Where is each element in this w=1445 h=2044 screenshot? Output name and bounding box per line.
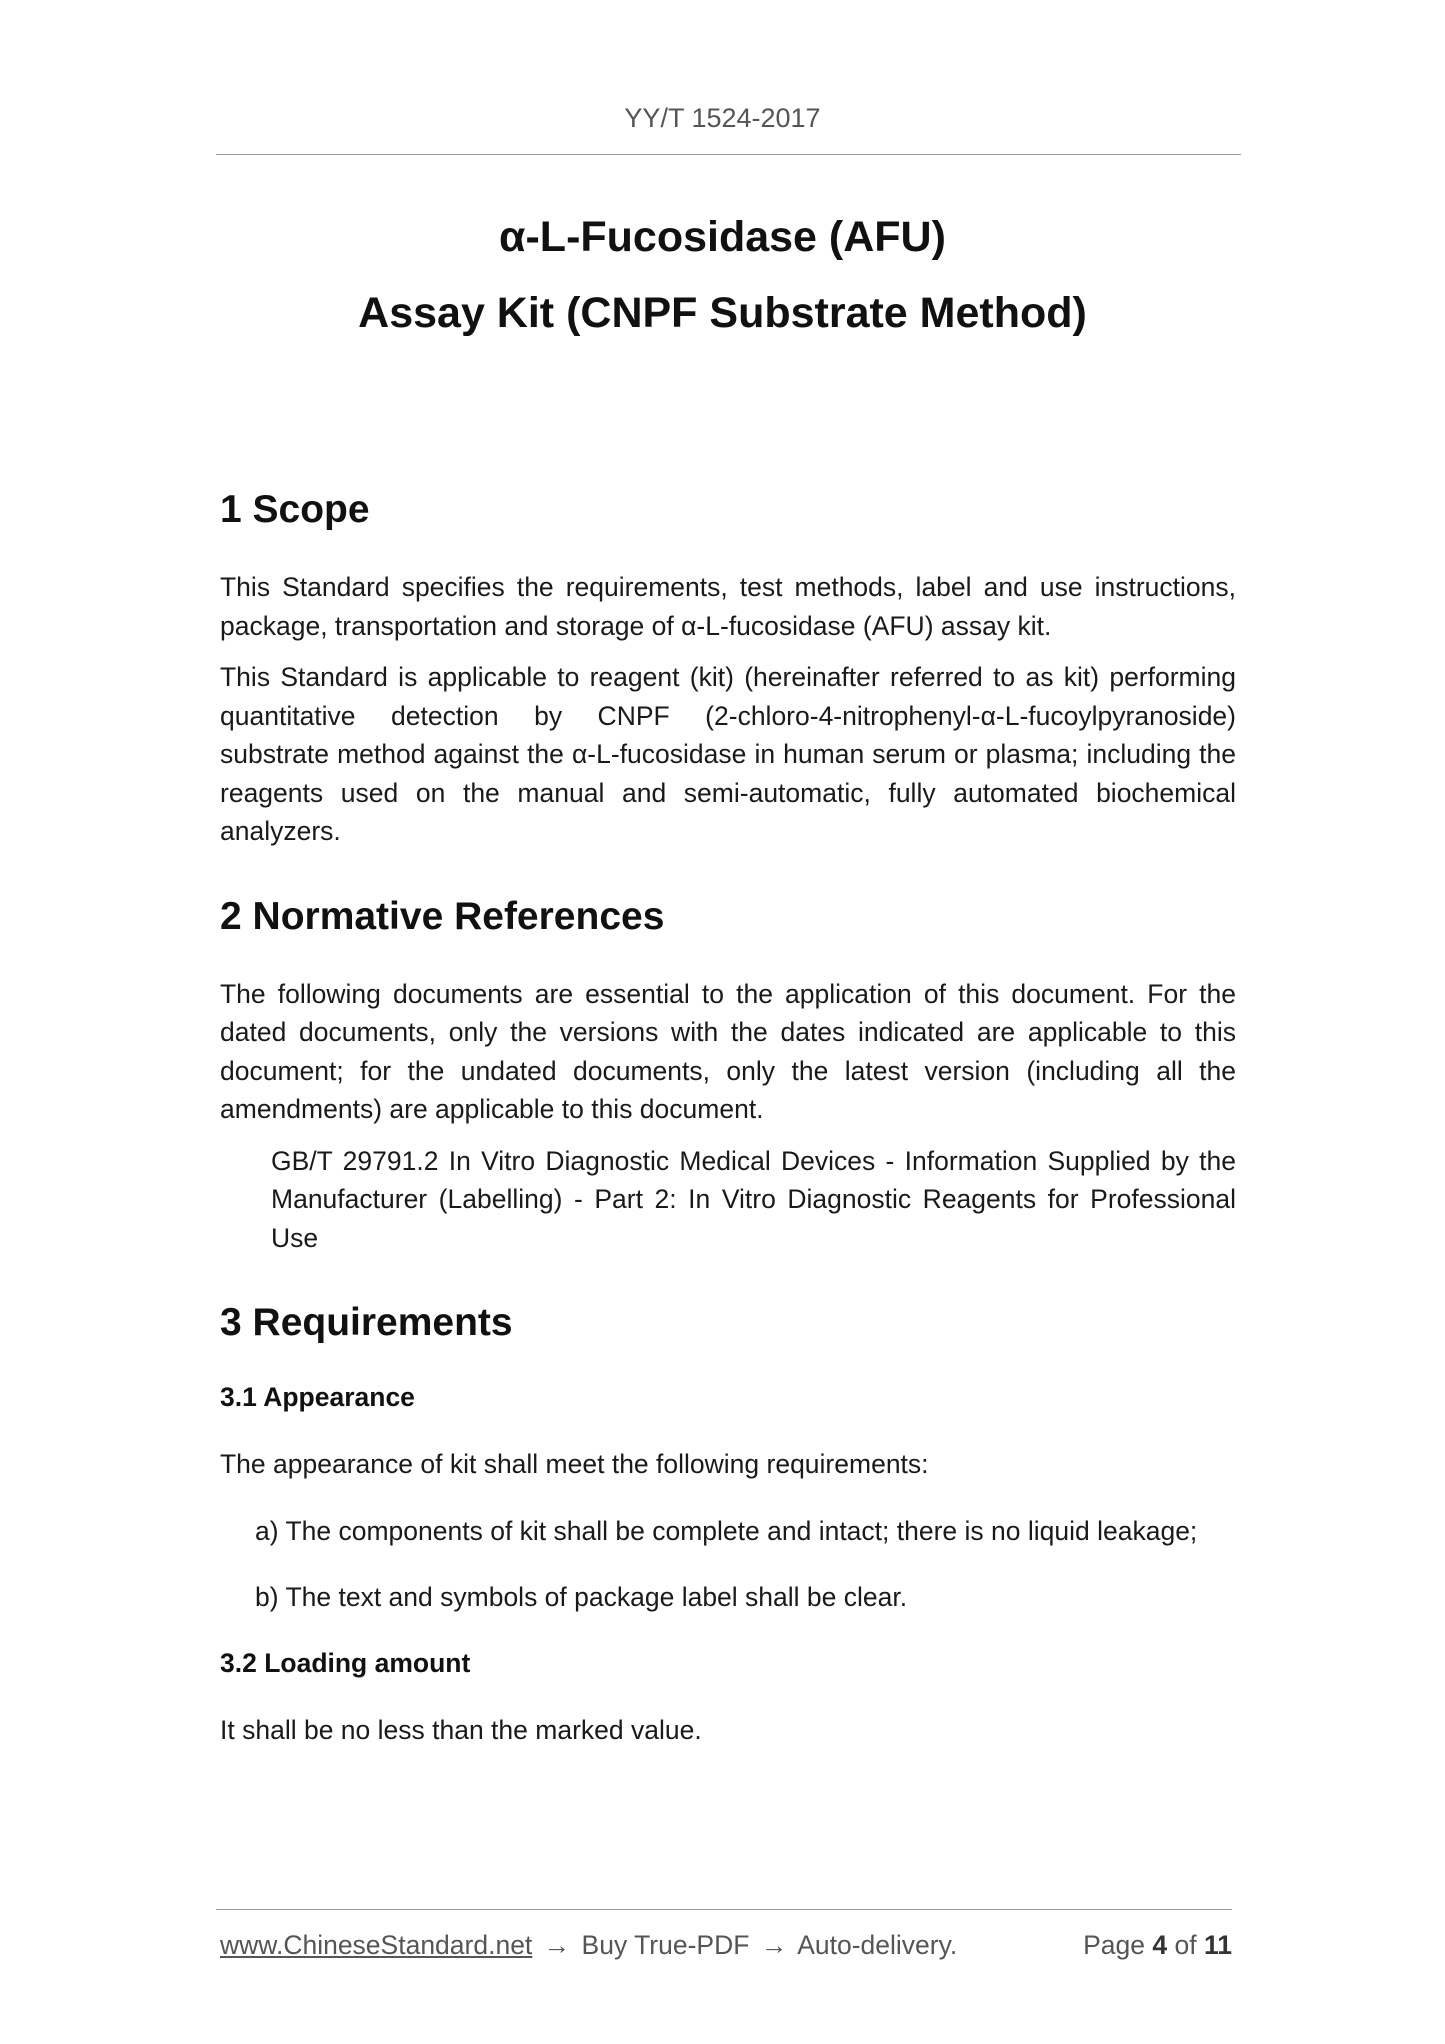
- reference-item: GB/T 29791.2 In Vitro Diagnostic Medical Devices - Information Supplied by the Manufacturer (Labelling) - Part 2: In Vitro Diagnostic Reagents for Professional Use: [271, 1145, 1236, 1253]
- loading-amount-text: It shall be no less than the marked value.: [220, 1714, 702, 1745]
- appearance-intro: The appearance of kit shall meet the following requirements:: [220, 1449, 929, 1479]
- arrow-right-icon: →: [760, 1930, 788, 1960]
- requirement-item-a: a) The components of kit shall be complete and intact; there is no liquid leakage;: [255, 1515, 1198, 1546]
- header-divider: [216, 154, 1241, 155]
- page-total: 11: [1203, 1930, 1232, 1960]
- document-title-line-2: Assay Kit (CNPF Substrate Method): [358, 289, 1087, 337]
- document-body: [220, 486, 1236, 1749]
- document-title-line-1: α-L-Fucosidase (AFU): [499, 213, 946, 261]
- page-indicator: [1083, 1927, 1232, 1963]
- section-heading-requirements: 3 Requirements: [220, 1301, 513, 1344]
- subsection-heading-loading-amount: 3.2 Loading amount: [220, 1647, 471, 1678]
- scope-paragraph-2: This Standard is applicable to reagent (kit) (hereinafter referred to as kit) performing quantitative detection by CNPF (2-chloro-4-nitrophenyl-α-L-fucoylpyranoside) substrate method against the α-L-fucosidase in human serum or plasma; including the reagents used on the manual and semi-automatic, fully automated biochemical analyzers.: [220, 662, 1236, 846]
- arrow-right-icon: →: [543, 1930, 571, 1960]
- standard-code: YY/T 1524-2017: [624, 103, 821, 133]
- page-of-label: of: [1174, 1930, 1197, 1960]
- page-label: Page: [1083, 1930, 1145, 1960]
- scope-paragraph-1: This Standard specifies the requirements, test methods, label and use instructions, package, transportation and storage of α-L-fucosidase (AFU) assay kit.: [220, 572, 1236, 641]
- page-current: 4: [1152, 1930, 1168, 1960]
- references-paragraph: The following documents are essential to the application of this document. For the dated documents, only the versions with the dates indicated are applicable to this document; for the undated documents, only the latest version (including all the amendments) are applicable to this document.: [220, 978, 1236, 1124]
- subsection-heading-appearance: 3.1 Appearance: [220, 1382, 415, 1412]
- page-footer: [220, 1927, 1232, 1963]
- section-heading-scope: 1 Scope: [220, 488, 370, 531]
- requirement-item-b: b) The text and symbols of package label shall be clear.: [255, 1582, 908, 1612]
- footer-divider: [216, 1909, 1232, 1910]
- buy-pdf-text: Buy True-PDF: [581, 1930, 750, 1960]
- section-heading-normative-references: 2 Normative References: [220, 894, 665, 938]
- website-link[interactable]: www.ChineseStandard.net: [220, 1930, 533, 1960]
- auto-delivery-text: Auto-delivery.: [797, 1930, 958, 1960]
